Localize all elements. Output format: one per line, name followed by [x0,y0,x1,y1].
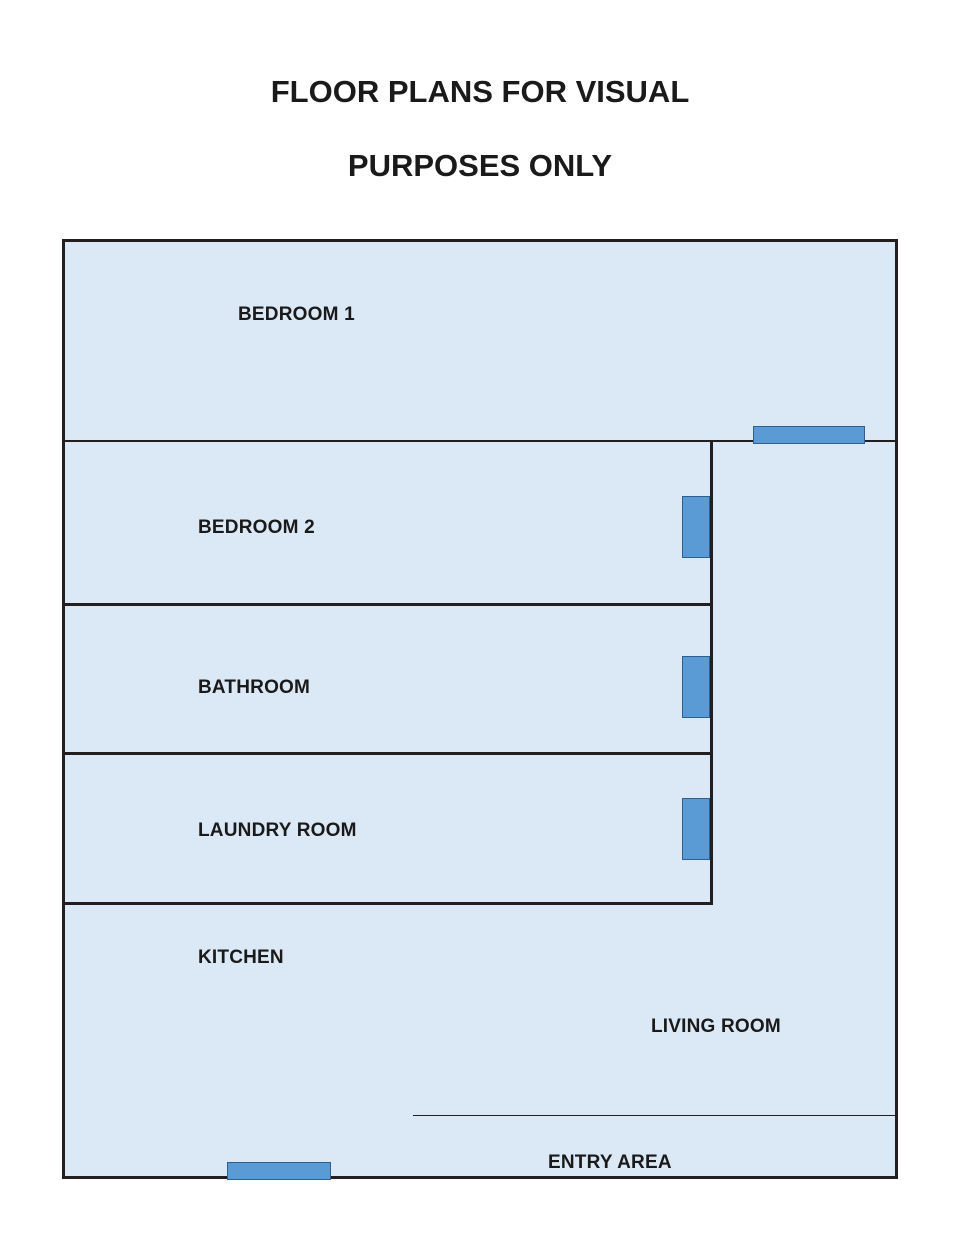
page-title-line-2: PURPOSES ONLY [347,148,613,183]
room-label-bathroom: BATHROOM [198,677,311,698]
wall-bedroom2-bathroom [65,603,710,606]
wall-entry-area [413,1115,898,1116]
floor-plan-diagram [62,239,898,1179]
wall-hall-living-room [710,440,713,905]
room-label-kitchen: KITCHEN [198,947,284,968]
door-entry [227,1162,331,1180]
door-bedroom-2 [682,496,710,558]
window-bedroom-1 [753,426,865,444]
room-label-entry-area: ENTRY AREA [548,1152,672,1173]
door-bathroom [682,656,710,718]
page-title-line-1: FLOOR PLANS FOR VISUAL [270,74,690,109]
wall-laundry-kitchen [65,902,713,905]
door-laundry-room [682,798,710,860]
room-label-laundry-room: LAUNDRY ROOM [198,820,357,841]
room-label-bedroom-1: BEDROOM 1 [238,304,355,325]
wall-bathroom-laundry [65,752,710,755]
room-label-living-room: LIVING ROOM [651,1016,781,1037]
room-label-bedroom-2: BEDROOM 2 [198,517,315,538]
